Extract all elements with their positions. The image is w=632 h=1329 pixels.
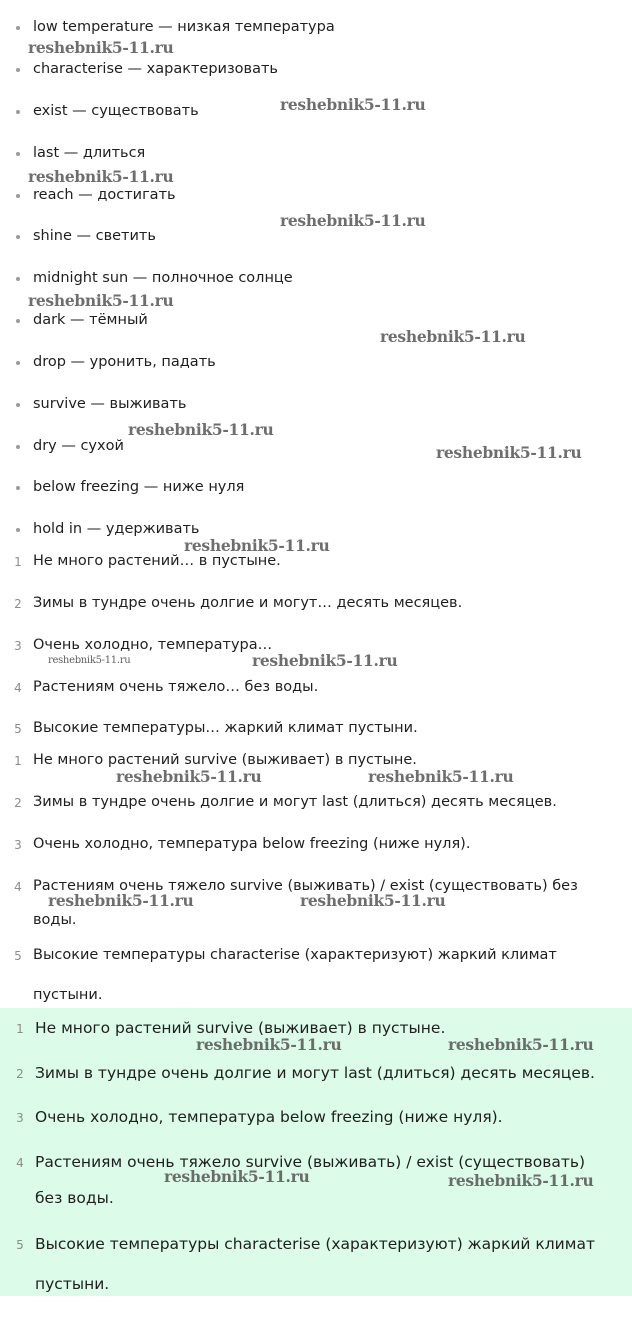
bullet-icon [16, 194, 20, 198]
watermark: reshebnik5-11.ru [436, 443, 582, 462]
watermark: reshebnik5-11.ru [380, 327, 526, 346]
watermark: reshebnik5-11.ru [300, 891, 446, 910]
watermark: reshebnik5-11.ru [28, 291, 174, 310]
watermark: reshebnik5-11.ru [116, 767, 262, 786]
bullet-icon [16, 361, 20, 365]
bullet-icon [16, 445, 20, 449]
bullet-icon [16, 110, 20, 114]
bullet-icon [16, 486, 20, 490]
watermark: reshebnik5-11.ru [280, 95, 426, 114]
watermark: reshebnik5-11.ru [184, 536, 330, 555]
bullet-icon [16, 26, 20, 30]
bullet-icon [16, 152, 20, 156]
bullet-icon [16, 403, 20, 407]
bullet-icon [16, 528, 20, 532]
watermark: reshebnik5-11.ru [48, 891, 194, 910]
watermark: reshebnik5-11.ru [164, 1167, 310, 1186]
watermark: reshebnik5-11.ru [252, 651, 398, 670]
bullet-icon [16, 277, 20, 281]
bullet-icon [16, 319, 20, 323]
watermark: reshebnik5-11.ru [448, 1035, 594, 1054]
watermark: reshebnik5-11.ru [28, 167, 174, 186]
watermark: reshebnik5-11.ru [28, 38, 174, 57]
watermark: reshebnik5-11.ru [280, 211, 426, 230]
bullet-icon [16, 68, 20, 72]
watermark: reshebnik5-11.ru [196, 1035, 342, 1054]
watermark: reshebnik5-11.ru [368, 767, 514, 786]
watermark: reshebnik5-11.ru [128, 420, 274, 439]
watermark: reshebnik5-11.ru [448, 1171, 594, 1190]
bullet-icon [16, 235, 20, 239]
watermark: reshebnik5-11.ru [48, 655, 131, 666]
